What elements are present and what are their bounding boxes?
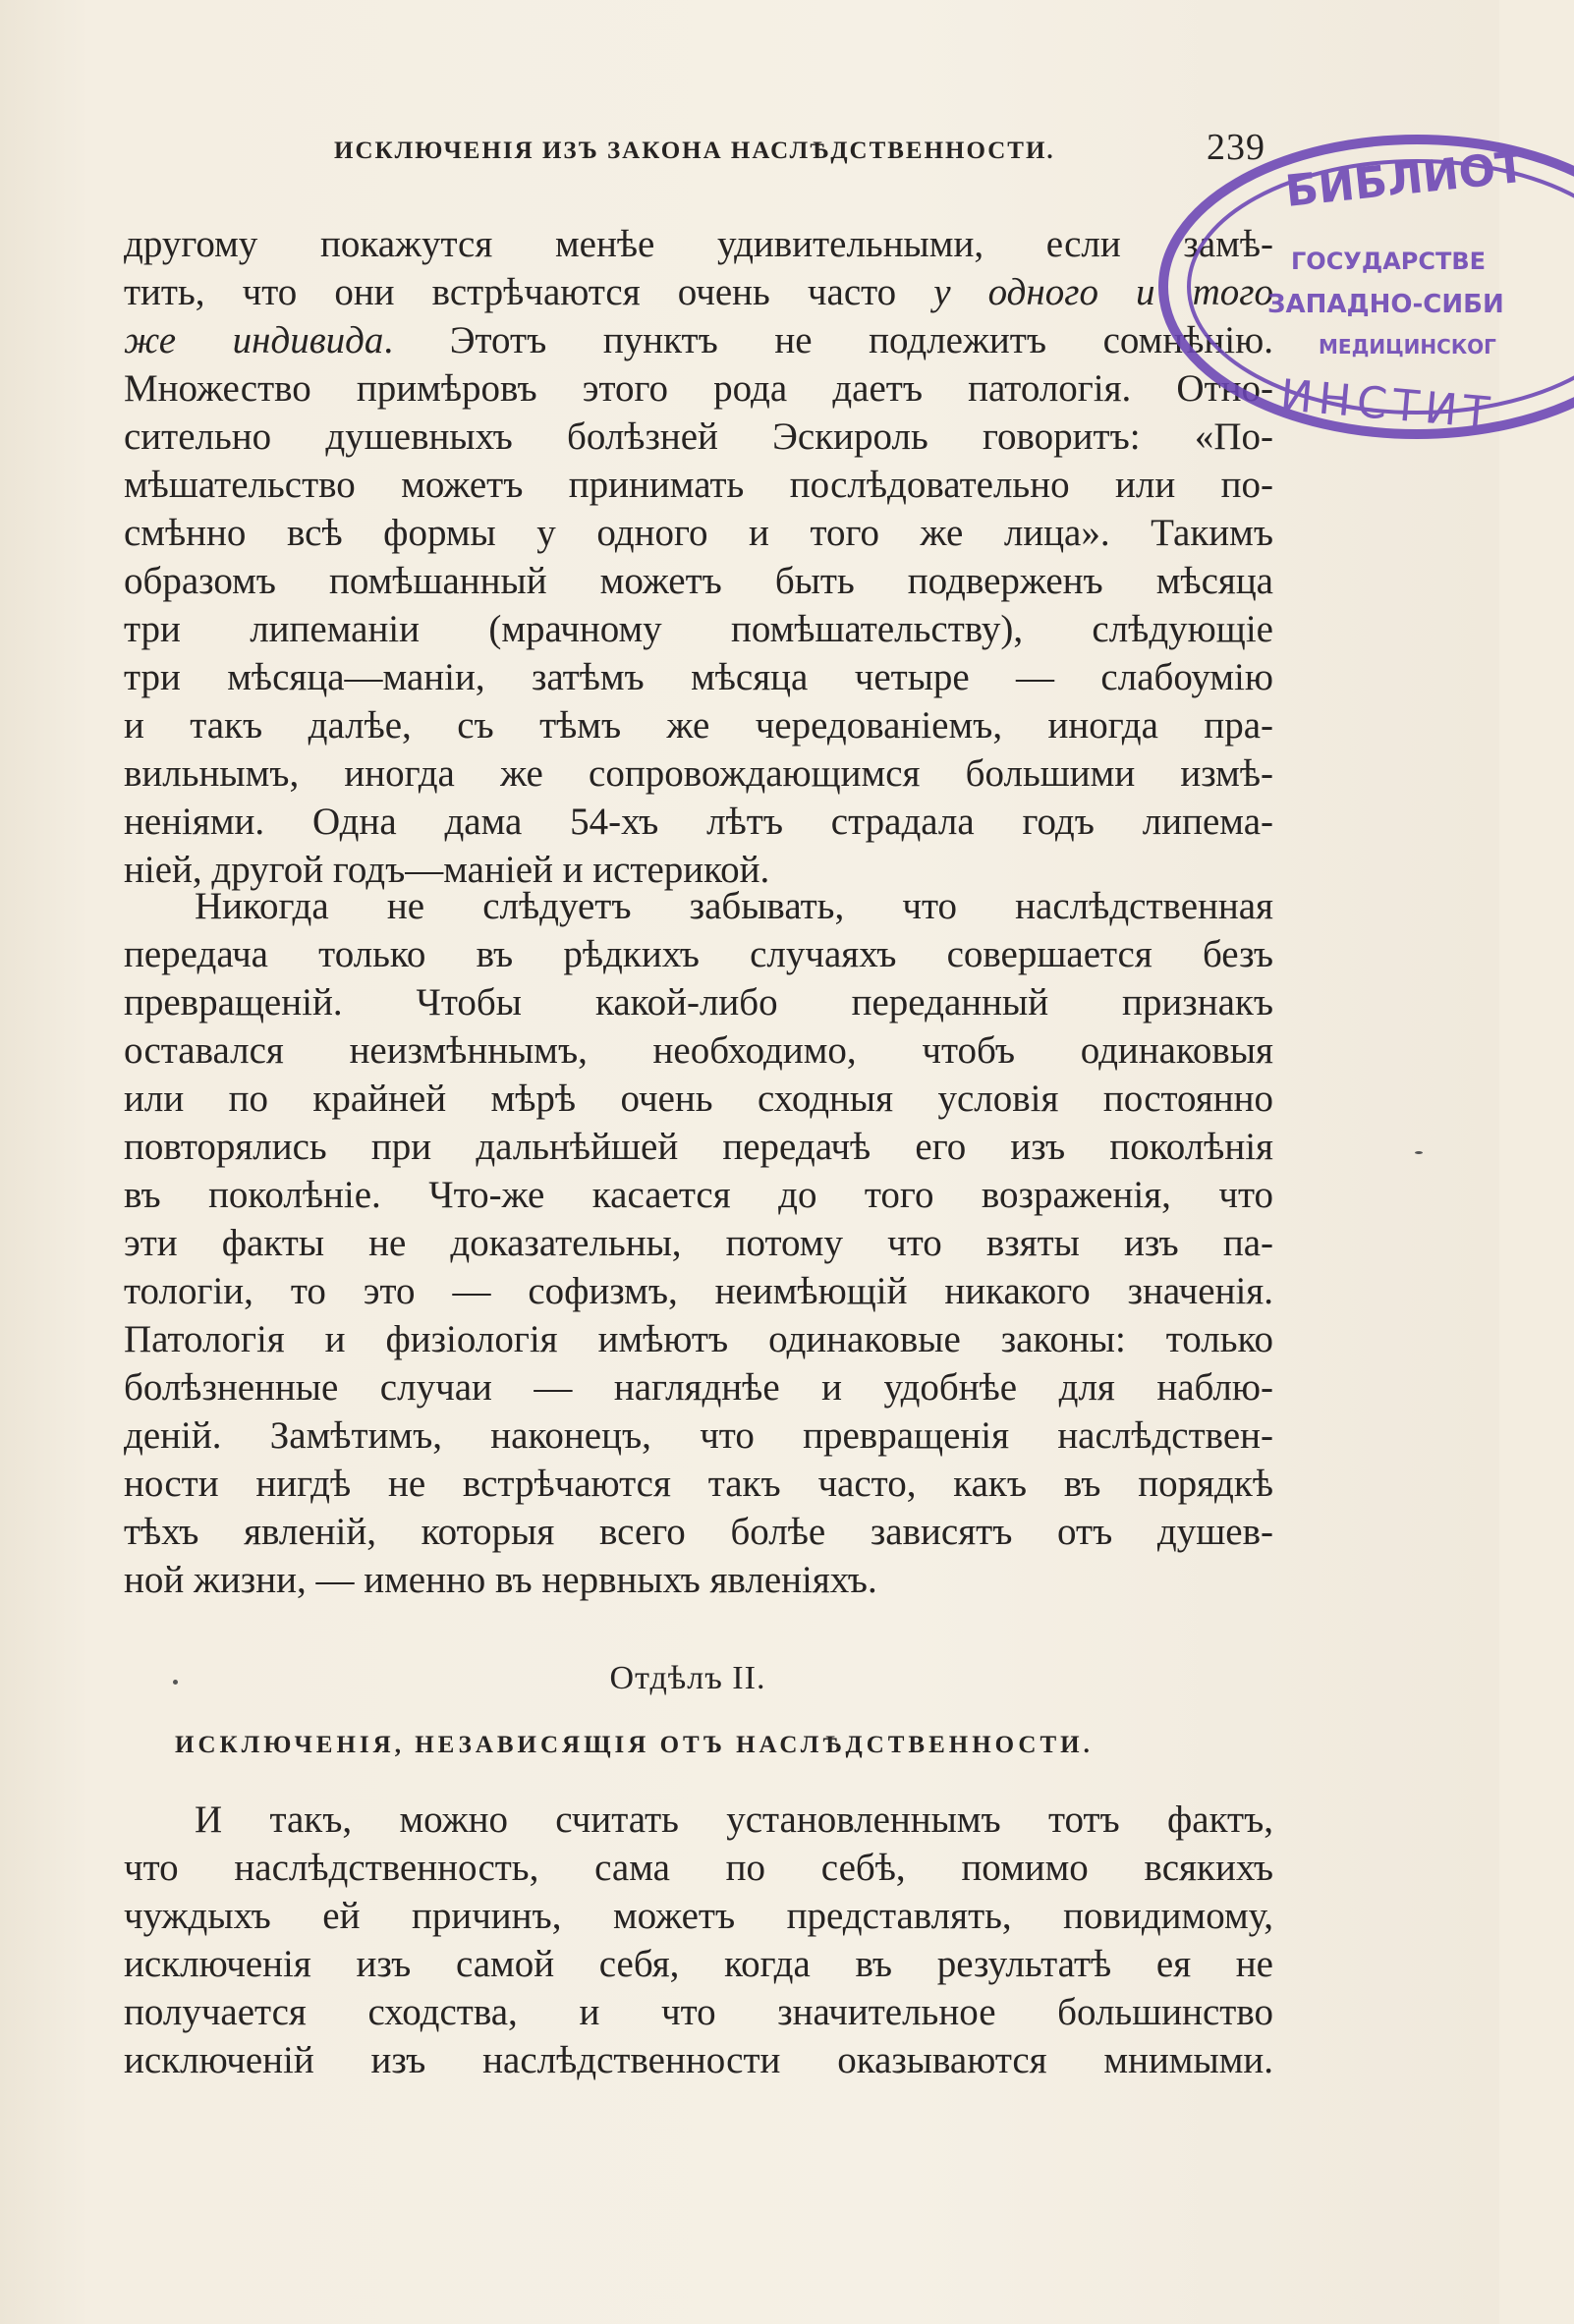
stamp-line-2: ГОСУДАРСТВЕ	[1291, 248, 1487, 275]
text-line: образомъ помѣшанный можетъ быть подверженъ мѣсяца	[124, 560, 1273, 602]
text-line: исключенія изъ самой себя, когда въ результатѣ ея не	[124, 1943, 1273, 1985]
text-line: Множество примѣровъ этого рода даетъ патологія. Отно-	[124, 367, 1273, 410]
text-segment: . Этотъ пунктъ не подлежитъ сомнѣнію.	[383, 319, 1273, 361]
speck	[173, 1680, 178, 1685]
text-line: получается сходства, и что значительное большинство	[124, 1991, 1273, 2033]
text-line: что наслѣдственность, сама по себѣ, помимо всякихъ	[124, 1847, 1273, 1889]
text-line: или по крайней мѣрѣ очень сходныя условія постоянно	[124, 1078, 1273, 1120]
text-line: и такъ далѣе, съ тѣмъ же чередованіемъ, иногда пра-	[124, 704, 1273, 747]
stamp-line-3: ЗАПАДНО-СИБИ	[1267, 290, 1504, 319]
text-line: ніей, другой годъ—маніей и истерикой.	[124, 849, 770, 891]
paragraph-3	[124, 1796, 1273, 2084]
stamp-line-5: ИНСТИТ	[1278, 370, 1498, 440]
text-line: сительно душевныхъ болѣзней Эскироль говоритъ: «По-	[124, 415, 1273, 458]
text-line: тѣхъ явленій, которыя всего болѣе зависятъ отъ душев-	[124, 1511, 1273, 1553]
text-line: И такъ, можно считать установленнымъ тотъ фактъ,	[195, 1798, 1273, 1841]
section-subtitle: ИСКЛЮЧЕНІЯ, НЕЗАВИСЯЩІЯ ОТЪ НАСЛѢДСТВЕННОСТИ.	[175, 1732, 1094, 1758]
text-line: ности нигдѣ не встрѣчаются такъ часто, какъ въ порядкѣ	[124, 1463, 1273, 1505]
text-line: въ поколѣніе. Что-же касается до того возраженія, что	[124, 1174, 1273, 1216]
section-title: Отдѣлъ II.	[609, 1660, 766, 1696]
stamp-line-4: МЕДИЦИНСКОГ	[1319, 335, 1496, 359]
text-line: неніями. Одна дама 54-хъ лѣтъ страдала годъ липема-	[124, 801, 1273, 843]
text-line: повторялись при дальнѣйшей передачѣ его изъ поколѣнія	[124, 1126, 1273, 1168]
text-line: эти факты не доказательны, потому что взяты изъ па-	[124, 1222, 1273, 1264]
text-line-emph-2	[124, 316, 1273, 364]
emphasis: же индивида	[124, 319, 384, 361]
text-line-emph-1	[124, 268, 1273, 316]
text-line: ной жизни, — именно въ нервныхъ явленіяхъ.	[124, 1559, 877, 1601]
text-line: оставался неизмѣннымъ, необходимо, чтобъ одинаковыя	[124, 1029, 1273, 1072]
text-line: три липеманіи (мрачному помѣшательству), слѣдующіе	[124, 608, 1273, 650]
text-line: Патологія и физіологія имѣютъ одинаковые законы: только	[124, 1318, 1273, 1360]
text-line: превращеній. Чтобы какой-либо переданный признакъ	[124, 981, 1273, 1024]
text-line: исключеній изъ наслѣдственности оказываются мнимыми.	[124, 2039, 1273, 2081]
page-number: 239	[1207, 127, 1265, 168]
paragraph-2	[124, 882, 1273, 1604]
text-line: Никогда не слѣдуетъ забывать, что наслѣдственная	[195, 885, 1273, 927]
text-line: другому покажутся менѣе удивительными, если замѣ-	[124, 223, 1273, 265]
text-segment: тить, что они встрѣчаются очень часто	[124, 271, 934, 313]
text-line: чуждыхъ ей причинъ, можетъ представлять, повидимому,	[124, 1895, 1273, 1937]
speck	[1415, 1151, 1423, 1154]
emphasis: у одного и того	[933, 271, 1273, 313]
text-line: вильнымъ, иногда же сопровождающимся большими измѣ-	[124, 752, 1273, 795]
running-head: ИСКЛЮЧЕНІЯ ИЗЪ ЗАКОНА НАСЛѢДСТВЕННОСТИ.	[334, 138, 1055, 164]
text-line: смѣнно всѣ формы у одного и того же лица». Такимъ	[124, 512, 1273, 554]
stamp-line-1: БИБЛИОТ	[1282, 141, 1528, 217]
text-line: деній. Замѣтимъ, наконецъ, что превращенія наслѣдствен-	[124, 1414, 1273, 1457]
text-line: мѣшательство можетъ принимать послѣдовательно или по-	[124, 464, 1273, 506]
text-line: три мѣсяца—маніи, затѣмъ мѣсяца четыре — слабоумію	[124, 656, 1273, 698]
text-line: тологіи, то это — софизмъ, неимѣющій никакого значенія.	[124, 1270, 1273, 1312]
text-line: болѣзненные случаи — нагляднѣе и удобнѣе для наблю-	[124, 1366, 1273, 1409]
text-line: передача только въ рѣдкихъ случаяхъ совершается безъ	[124, 933, 1273, 975]
paragraph-1	[124, 220, 1273, 894]
